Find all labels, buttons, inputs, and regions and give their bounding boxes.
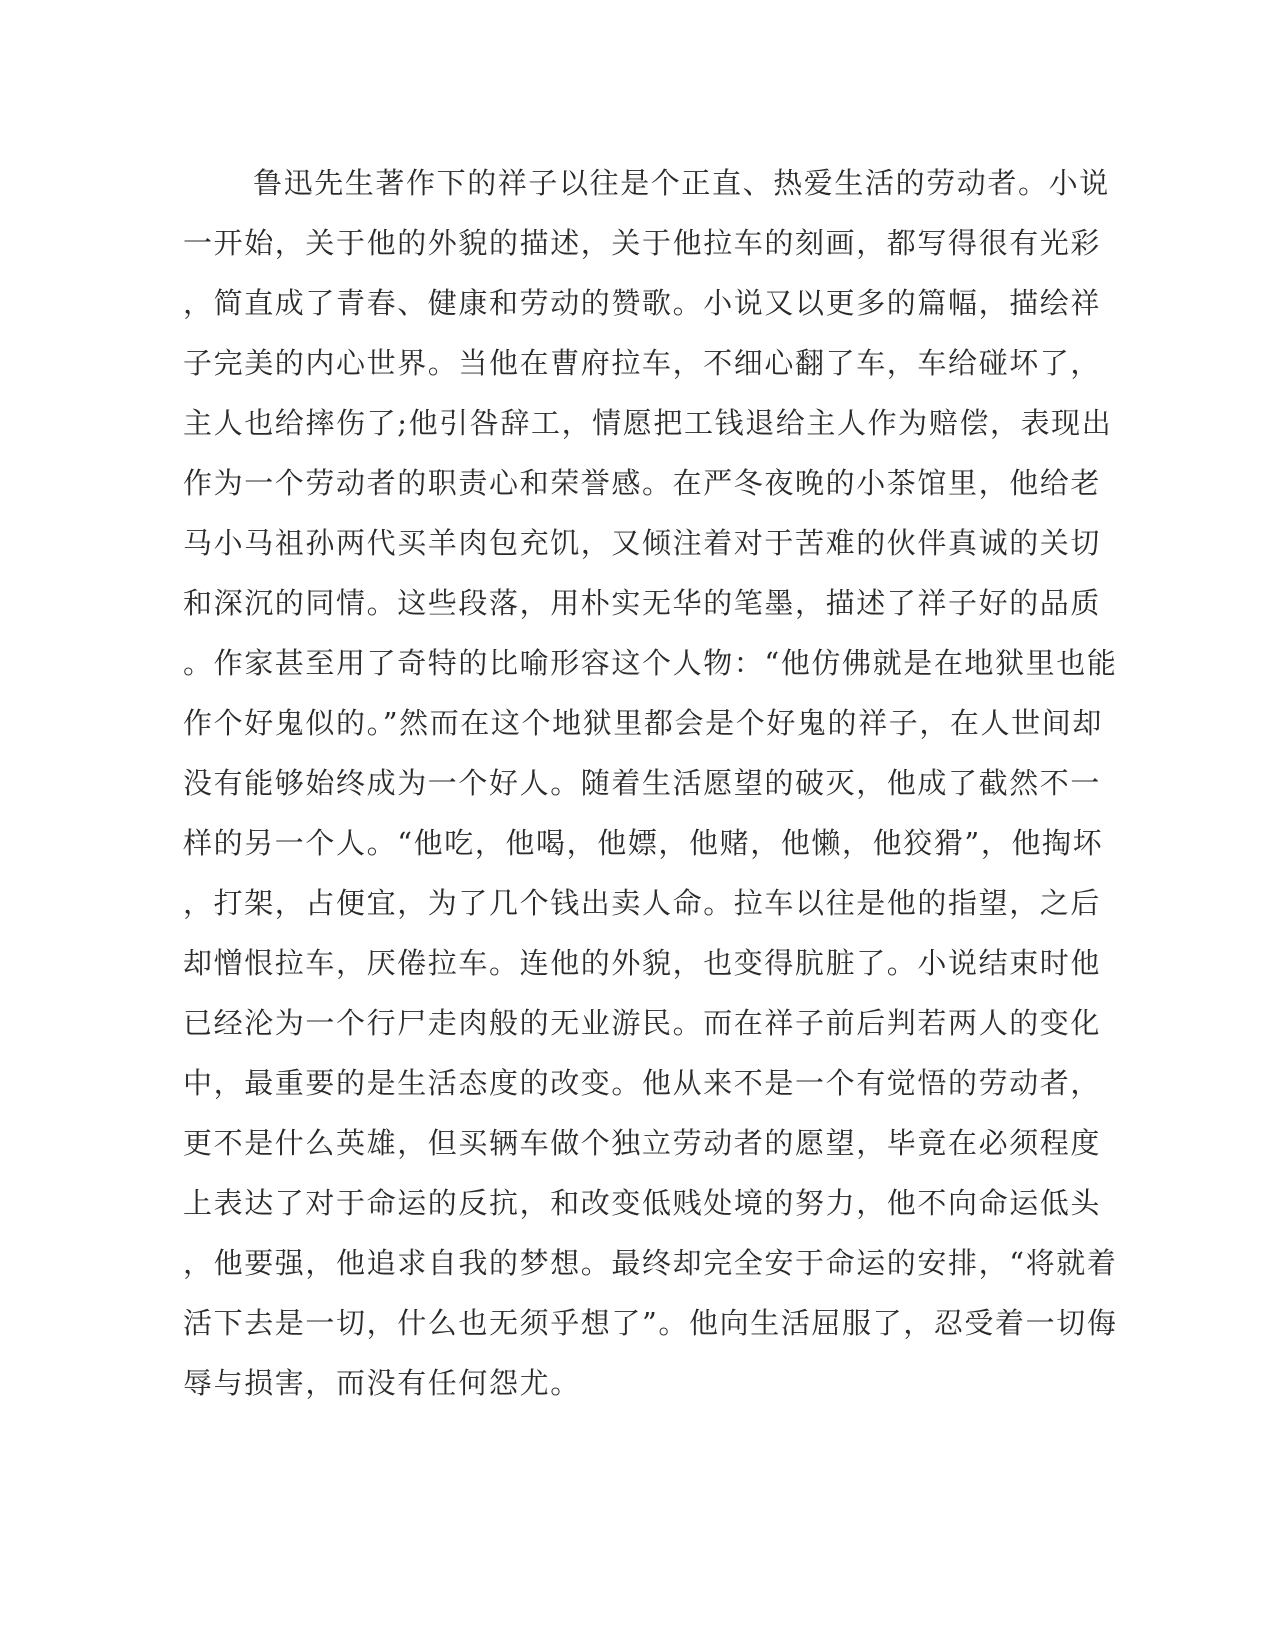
paragraph-line: 主人也给摔伤了;他引咎辞工，情愿把工钱退给主人作为赔偿，表现出 [183,406,1113,440]
paragraph-line: 。作家甚至用了奇特的比喻形容这个人物：“他仿佛就是在地狱里也能 [183,646,1118,680]
paragraph-line: 作为一个劳动者的职责心和荣誉感。在严冬夜晚的小茶馆里，他给老 [183,466,1102,500]
paragraph-line: ，简直成了青春、健康和劳动的赞歌。小说又以更多的篇幅，描绘祥 [183,286,1102,320]
paragraph-line: 马小马祖孙两代买羊肉包充饥，又倾注着对于苦难的伙伴真诚的关切 [183,526,1102,560]
paragraph-line: ，打架，占便宜，为了几个钱出卖人命。拉车以往是他的指望，之后 [183,886,1102,920]
paragraph-line: 鲁迅先生著作下的祥子以往是个正直、热爱生活的劳动者。小说 [253,166,1110,200]
paragraph-line: 更不是什么英雄，但买辆车做个独立劳动者的愿望，毕竟在必须程度 [183,1126,1102,1160]
paragraph-line: 上表达了对于命运的反抗，和改变低贱处境的努力，他不向命运低头 [183,1186,1102,1220]
paragraph-line: 中，最重要的是生活态度的改变。他从来不是一个有觉悟的劳动者， [183,1066,1102,1100]
essay-paragraph [183,160,1118,1420]
paragraph-line: 活下去是一切，什么也无须乎想了”。他向生活屈服了，忍受着一切侮 [183,1306,1118,1340]
paragraph-line: 样的另一个人。“他吃，他喝，他嫖，他赌，他懒，他狡猾”，他掏坏 [183,826,1104,860]
paragraph-line: 却憎恨拉车，厌倦拉车。连他的外貌，也变得肮脏了。小说结束时他 [183,946,1102,980]
paragraph-line: 一开始，关于他的外貌的描述，关于他拉车的刻画，都写得很有光彩 [183,226,1102,260]
paragraph-line: 和深沉的同情。这些段落，用朴实无华的笔墨，描述了祥子好的品质 [183,586,1102,620]
paragraph-line: 子完美的内心世界。当他在曹府拉车，不细心翻了车，车给碰坏了， [183,346,1102,380]
paragraph-line: 没有能够始终成为一个好人。随着生活愿望的破灭，他成了截然不一 [183,766,1102,800]
paragraph-line: 已经沦为一个行尸走肉般的无业游民。而在祥子前后判若两人的变化 [183,1006,1102,1040]
paragraph-line: 作个好鬼似的。”然而在这个地狱里都会是个好鬼的祥子，在人世间却 [183,706,1103,740]
paragraph-line: ，他要强，他追求自我的梦想。最终却完全安于命运的安排，“将就着 [183,1246,1118,1280]
paragraph-line: 辱与损害，而没有任何怨尤。 [183,1366,581,1400]
